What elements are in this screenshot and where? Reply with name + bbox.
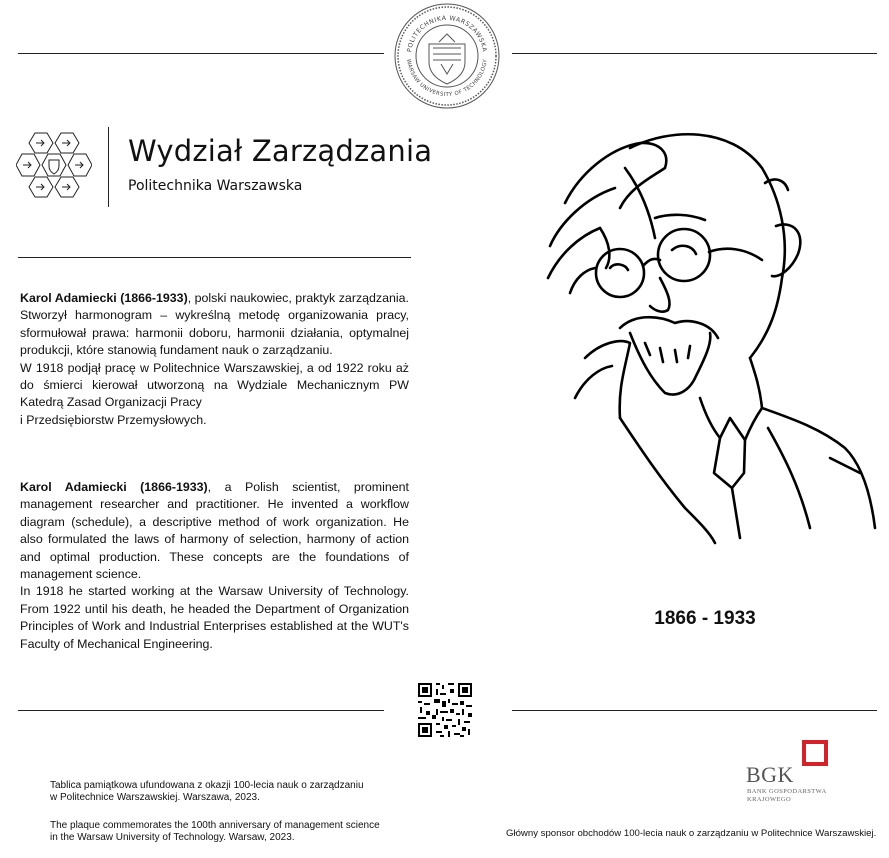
footer-en-line2: in the Warsaw University of Technology. Warsaw, 2023. xyxy=(50,832,295,843)
bio-pl-name: Karol Adamiecki (1866-1933) xyxy=(20,291,188,305)
bio-en-name: Karol Adamiecki (1866-1933) xyxy=(20,480,208,494)
bottom-rule-left xyxy=(18,710,384,711)
portrait-illustration xyxy=(500,128,880,548)
logo-divider xyxy=(108,127,109,207)
top-rule-right xyxy=(512,53,877,54)
bottom-rule-right xyxy=(512,710,877,711)
life-years: 1866 - 1933 xyxy=(654,608,756,629)
header-rule xyxy=(18,257,411,258)
footer-note-polish xyxy=(50,780,410,804)
faculty-logo-icon xyxy=(16,130,92,200)
bgk-mark: BGK xyxy=(746,762,794,787)
bgk-line1: BANK GOSPODARSTWA xyxy=(747,788,827,795)
bio-pl-text1: , polski naukowiec, praktyk zarządzania. Stworzył harmonogram – wykreślną metodę organizowania pracy, sformułował prawa: harmonii doboru, harmonii działania, optymalnej produkcji, które stanowią fundament nauk o zarządzaniu. xyxy=(20,291,409,358)
university-name: Politechnika Warszawska xyxy=(128,178,303,194)
university-seal-icon xyxy=(393,2,501,110)
footer-en-line1: The plaque commemorates the 100th anniversary of management science xyxy=(50,820,380,831)
bio-polish xyxy=(20,290,409,429)
bgk-line2: KRAJOWEGO xyxy=(747,796,792,803)
bio-en-text1: , a Polish scientist, prominent management researcher and practitioner. He invented a workflow diagram (schedule), a descriptive method of work organization. He also formulated the laws of harmony of selection, harmony of action and optimal production. These concepts are the foundations of management science. xyxy=(20,480,409,582)
bgk-logo-icon xyxy=(746,740,838,806)
sponsor-note: Główny sponsor obchodów 100-lecia nauk o zarządzaniu w Politechnice Warszawskiej. xyxy=(506,828,877,839)
seal-text-top: POLITECHNIKA WARSZAWSKA xyxy=(406,14,488,53)
seal-text-bottom: WARSAW UNIVERSITY OF TECHNOLOGY xyxy=(405,58,489,99)
qr-code-icon[interactable] xyxy=(416,681,474,739)
footer-note-english xyxy=(50,820,410,844)
faculty-name: Wydział Zarządzania xyxy=(128,134,433,168)
bio-pl-text3: i Przedsiębiorstw Przemysłowych. xyxy=(20,412,207,427)
bio-en-text2: In 1918 he started working at the Warsaw University of Technology. From 1922 until his death, he headed the Department of Organization Principles of Work and Industrial Enterprises established at the WUT's Faculty of Mechanical Engineering. xyxy=(20,584,409,651)
bio-english xyxy=(20,479,409,653)
bio-pl-text2: W 1918 podjął pracę w Politechnice Warszawskiej, a od 1922 roku aż do śmierci kierował utworzoną na Wydziale Mechanicznym PW Katedrą Zasad Organizacji Pracy xyxy=(20,360,409,410)
footer-pl-line1: Tablica pamiątkowa ufundowana z okazji 100-lecia nauk o zarządzaniu xyxy=(50,780,364,791)
top-rule-left xyxy=(18,53,384,54)
footer-pl-line2: w Politechnice Warszawskiej. Warszawa, 2023. xyxy=(50,792,260,803)
bgk-square xyxy=(802,740,828,766)
